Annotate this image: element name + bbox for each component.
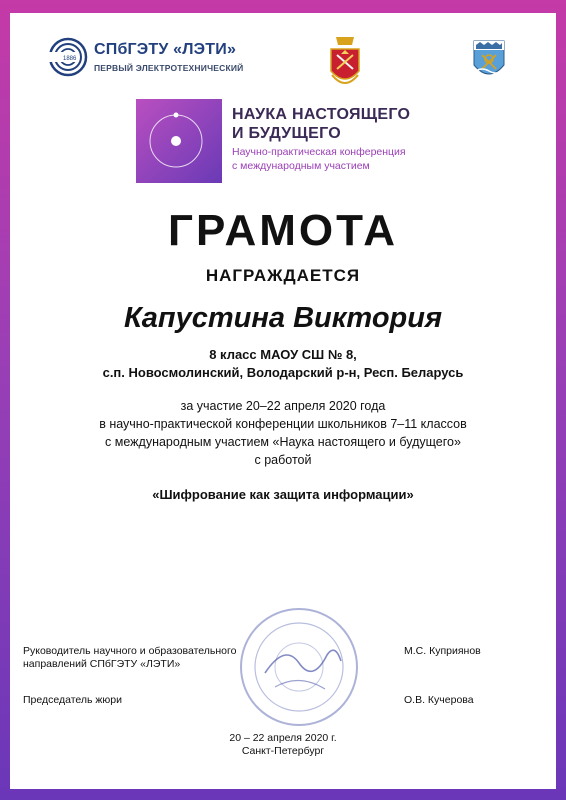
certificate-sheet	[10, 13, 556, 789]
conference-subtitle-line2: с международным участием	[232, 160, 370, 172]
jury-signatory-name: О.В. Кучерова	[404, 694, 474, 706]
body-line1: за участие 20–22 апреля 2020 года	[180, 399, 386, 413]
work-topic: «Шифрование как защита информации»	[152, 487, 414, 502]
event-city: Санкт-Петербург	[241, 745, 325, 757]
event-dates: 20 – 22 апреля 2020 г.	[229, 732, 337, 744]
conference-subtitle-line1: Научно-практическая конференция	[232, 146, 406, 158]
school-line2: с.п. Новосмолинский, Володарский р-н, Респ. Беларусь	[102, 365, 464, 380]
university-subtitle: ПЕРВЫЙ ЭЛЕКТРОТЕХНИЧЕСКИЙ	[94, 63, 244, 73]
conference-logo-icon	[136, 99, 222, 183]
head-role-line2: направлений СПбГЭТУ «ЛЭТИ»	[23, 658, 181, 670]
university-name: СПбГЭТУ «ЛЭТИ»	[94, 41, 237, 58]
head-signatory-name: М.С. Куприянов	[404, 645, 481, 657]
recipient-name: Капустина Виктория	[123, 302, 443, 334]
body-line3: с международным участием «Наука настоящего и будущего»	[105, 435, 461, 449]
body-line4: с работой	[254, 453, 312, 467]
logo-year: 1886	[63, 56, 77, 62]
conference-title-line2: И БУДУЩЕГО	[232, 125, 342, 142]
body-line2: в научно-практической конференции школьников 7–11 классов	[99, 417, 467, 431]
school-line1: 8 класс МАОУ СШ № 8,	[209, 347, 357, 362]
spb-coat-of-arms-icon	[328, 35, 362, 91]
leti-logo-icon	[46, 37, 92, 77]
jury-role: Председатель жюри	[23, 694, 123, 706]
official-stamp-icon	[235, 603, 363, 731]
conference-title-line1: НАУКА НАСТОЯЩЕГО	[232, 106, 411, 123]
head-role-line1: Руководитель научного и образовательного	[23, 645, 237, 657]
certificate-title: ГРАМОТА	[168, 206, 398, 255]
awarded-label: НАГРАЖДАЕТСЯ	[205, 266, 361, 285]
leningrad-oblast-coat-of-arms-icon	[472, 39, 506, 83]
